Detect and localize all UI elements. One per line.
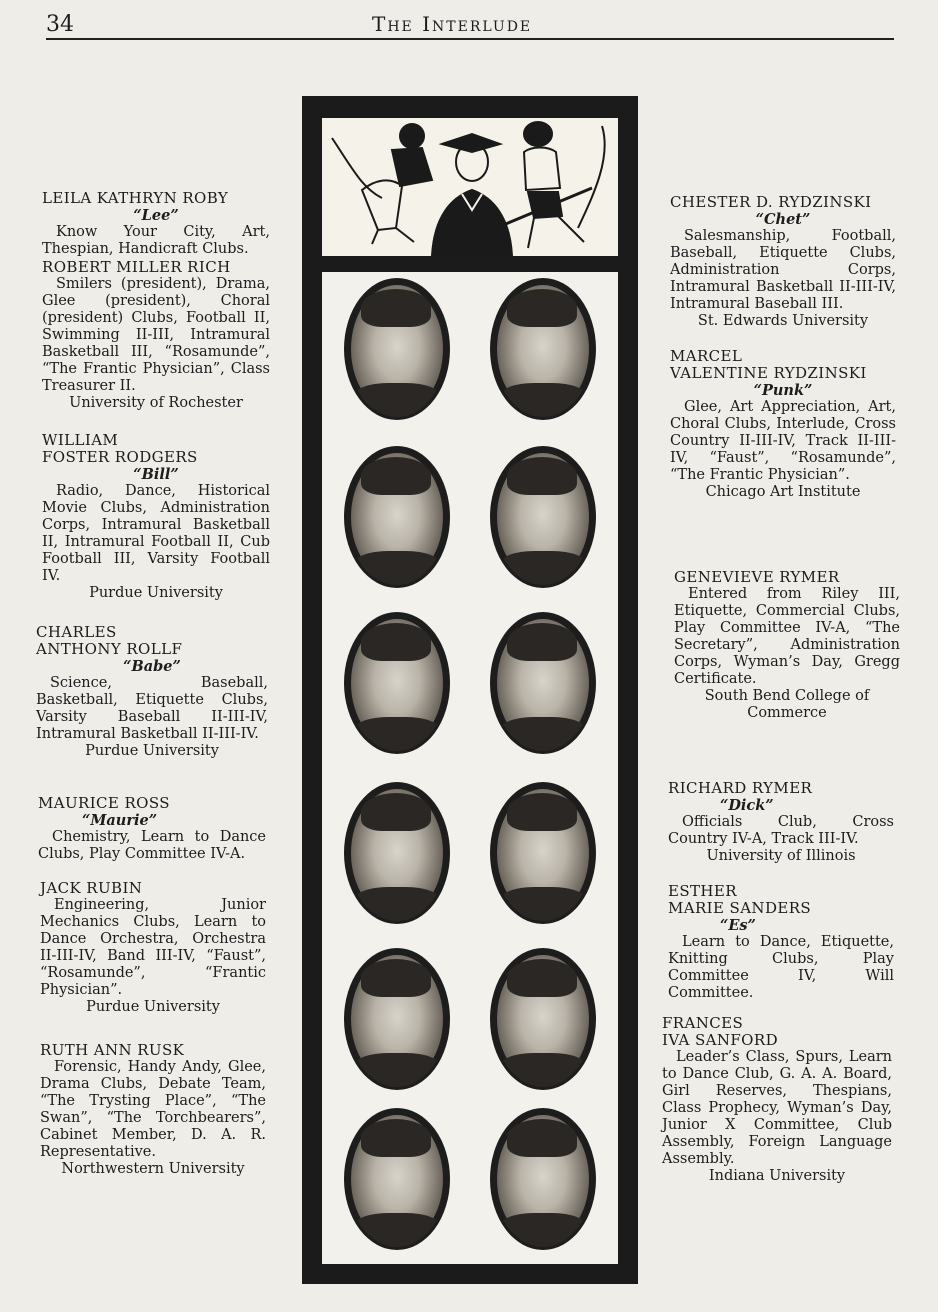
student-name: RICHARD RYMER [668, 779, 813, 797]
student-entry [40, 880, 266, 1016]
portrait-ruth-ann-rusk [344, 1108, 450, 1250]
student-name: LEILA KATHRYN ROBY [42, 189, 229, 207]
student-entry [38, 795, 266, 863]
student-destination: Purdue University [89, 585, 223, 601]
student-destination: Purdue University [85, 743, 219, 759]
student-activities: Chemistry, Learn to Dance Clubs, Play Committee IV-A. [38, 829, 266, 862]
student-destination: St. Edwards University [697, 313, 869, 329]
student-destination: University of Illinois [706, 848, 856, 864]
student-activities: Know Your City, Art, Thespian, Handicraft Clubs. [42, 224, 270, 257]
header-rule [46, 38, 894, 40]
student-nickname: “Babe” [123, 658, 181, 675]
student-name: RUTH ANN RUSK [40, 1041, 185, 1059]
student-entry [662, 1015, 892, 1185]
portrait-leila-kathryn-roby [344, 278, 450, 420]
student-entry [668, 780, 894, 865]
student-name: GENEVIEVE RYMER [674, 568, 840, 586]
student-activities: Learn to Dance, Etiquette, Knitting Clubs, Play Committee IV, Will Committee. [668, 934, 894, 1001]
student-nickname: “Lee” [133, 207, 179, 224]
student-nickname: “Es” [720, 917, 756, 934]
student-name: CHESTER D. RYDZINSKI [670, 193, 872, 211]
student-name: ROBERT MILLER RICH [42, 258, 231, 276]
student-entry [670, 348, 896, 501]
student-name: WILLIAM FOSTER RODGERS [42, 431, 198, 466]
portrait-richard-rymer [490, 782, 596, 924]
sports-illustration [322, 118, 618, 256]
student-nickname: “Bill” [133, 466, 179, 483]
student-destination: Northwestern University [61, 1161, 245, 1177]
portrait-maurice-ross [344, 782, 450, 924]
portrait-charles-anthony-rollf [344, 612, 450, 754]
student-entry [42, 432, 270, 602]
student-name: FRANCES IVA SANFORD [662, 1014, 778, 1049]
portrait-genevieve-rymer [490, 612, 596, 754]
student-entry [670, 194, 896, 330]
student-destination: South Bend College of Commerce [704, 688, 870, 721]
student-activities: Smilers (president), Drama, Glee (president), Choral (president) Clubs, Football II, Swimming II-III, Intramural Basketball III, “Rosamunde”, “The Frantic Physician”, Class Treasurer II. [42, 276, 270, 394]
student-activities: Officials Club, Cross Country IV-A, Track III-IV. [668, 814, 894, 847]
student-activities: Entered from Riley III, Etiquette, Commercial Clubs, Play Committee IV-A, “The Secretary”, Administration Corps, Wyman’s Day, Gregg Certificate. [674, 586, 900, 687]
portrait-esther-marie-sanders [490, 948, 596, 1090]
student-activities: Radio, Dance, Historical Movie Clubs, Administration Corps, Intramural Basketball II, Intramural Football II, Cub Football III, Varsity Football IV. [42, 483, 270, 584]
student-destination: Indiana University [708, 1168, 846, 1184]
student-activities: Glee, Art Appreciation, Art, Choral Clubs, Interlude, Cross Country II-III-IV, Track II-III-IV, “Faust”, “Rosamunde”, “The Frantic Physician”. [670, 399, 896, 483]
student-entry [36, 624, 268, 760]
photo-panel [302, 96, 638, 1284]
portrait-chester-d-rydzinski [490, 278, 596, 420]
running-head: The Interlude [372, 12, 533, 36]
student-activities: Leader’s Class, Spurs, Learn to Dance Club, G. A. A. Board, Girl Reserves, Thespians, Class Prophecy, Wyman’s Day, Junior X Committee, Club Assembly, Foreign Language Assembly. [662, 1049, 892, 1167]
portrait-william-foster-rodgers [344, 446, 450, 588]
student-entry [40, 1042, 266, 1178]
student-name: ESTHER MARIE SANDERS [668, 882, 812, 917]
student-entry [42, 259, 270, 412]
student-activities: Forensic, Handy Andy, Glee, Drama Clubs, Debate Team, “The Trysting Place”, “The Swan”, “The Torchbearers”, Cabinet Member, D. A. R. Representative. [40, 1059, 266, 1160]
student-nickname: “Maurie” [82, 812, 158, 829]
student-name: MAURICE ROSS [38, 794, 170, 812]
page-number: 34 [46, 12, 74, 37]
student-nickname: “Punk” [753, 382, 813, 399]
student-nickname: “Chet” [755, 211, 811, 228]
student-activities: Engineering, Junior Mechanics Clubs, Learn to Dance Orchestra, Orchestra II-III-IV, Band III-IV, “Faust”, “Rosamunde”, “Frantic Physician”. [40, 897, 266, 998]
student-activities: Science, Baseball, Basketball, Etiquette Clubs, Varsity Baseball II-III-IV, Intramural Basketball II-III-IV. [36, 675, 268, 742]
student-nickname: “Dick” [720, 797, 774, 814]
student-entry [674, 569, 900, 722]
student-destination: Purdue University [86, 999, 220, 1015]
portrait-marcel-valentine-rydzinski [490, 446, 596, 588]
student-destination: Chicago Art Institute [705, 484, 861, 500]
portrait-area [322, 272, 618, 1264]
student-name: MARCEL VALENTINE RYDZINSKI [670, 347, 867, 382]
student-destination: University of Rochester [69, 395, 243, 411]
student-name: JACK RUBIN [40, 879, 143, 897]
student-entry [42, 190, 270, 258]
portrait-frances-iva-sanford [490, 1108, 596, 1250]
student-activities: Salesmanship, Football, Baseball, Etiquette Clubs, Administration Corps, Intramural Basketball II-III-IV, Intramural Baseball III. [670, 228, 896, 312]
student-name: CHARLES ANTHONY ROLLF [36, 623, 183, 658]
student-entry [668, 883, 894, 1002]
portrait-jack-rubin [344, 948, 450, 1090]
